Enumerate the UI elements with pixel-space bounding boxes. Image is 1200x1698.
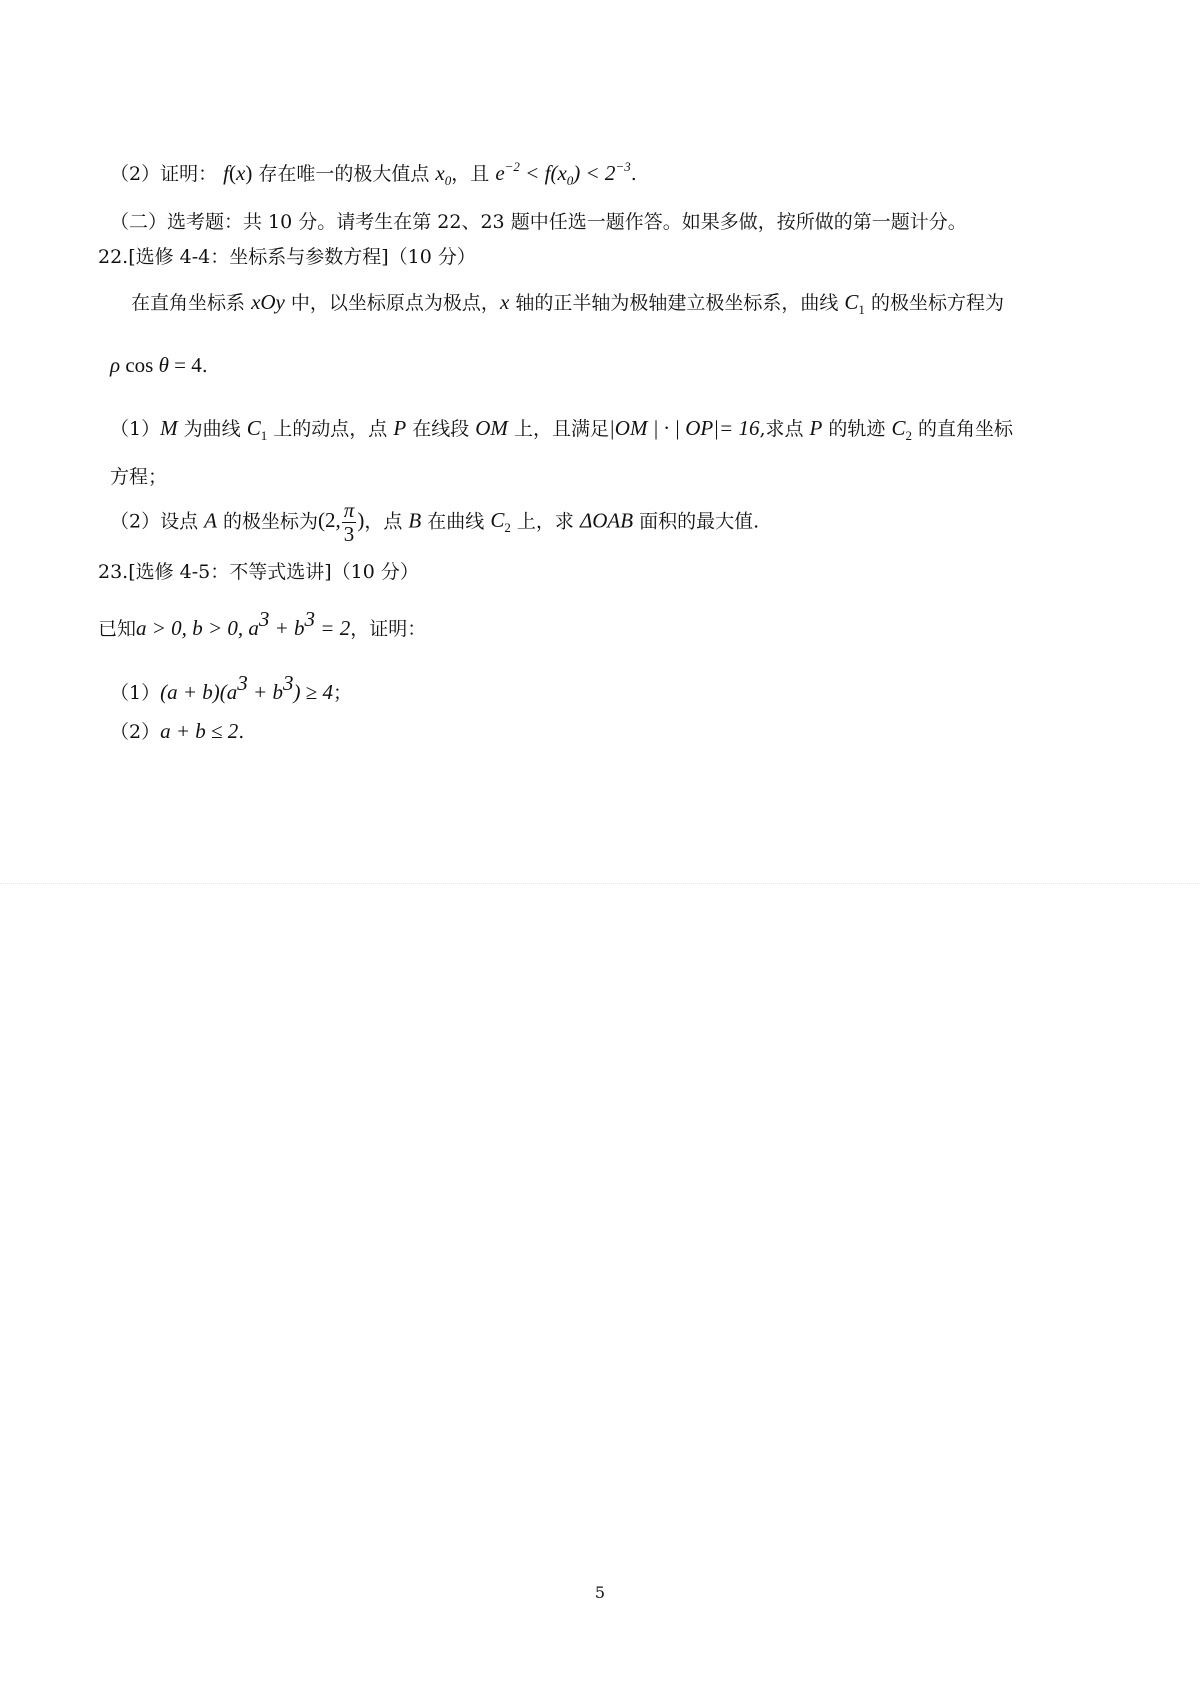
math-part1: $(a + b)(a^3 + b^3) \ge 4$ (160, 671, 333, 704)
q22-part2: （2）设点 A 的极坐标为(2, $\frac{\pi}{3}$ )，点 B 在曲线 $C_2$ 上，求 ΔOAB 面积的最大值. (110, 498, 760, 546)
math-triangle-oab: ΔOAB (579, 508, 634, 533)
q21-part2-text1: 存在唯一的极大值点 (258, 163, 430, 185)
page-number: 5 (594, 1583, 606, 1602)
q21-part2: （2）证明： f(x) 存在唯一的极大值点 $x_0$，且 $e^{-2} < f(x_0) < 2^{-3}$. (110, 159, 637, 188)
math-polar-point: (2, $\frac{\pi}{3}$ ) (318, 498, 365, 546)
math-part2: a + b ≤ 2 (160, 719, 239, 743)
q21-part2-label: （2）证明： (110, 163, 218, 185)
q21-part2-text2: ，且 (451, 163, 490, 185)
q23-part2: （2）a + b ≤ 2. (110, 719, 245, 743)
math-inequality: $e^{-2} < f(x_0) < 2^{-3}$ (495, 159, 631, 188)
math-om-op: |OM | · | OP|= 16 (609, 416, 760, 440)
q23-title: 23.[选修 4-5：不等式选讲]（10 分） (98, 561, 419, 583)
q23-part1: $(1)(a + b)(a^3 + b^3) \ge 4$； (110, 671, 352, 704)
math-c1: $C_1$ (844, 290, 865, 317)
q22-title: 22.[选修 4-4：坐标系与参数方程]（10 分） (98, 246, 476, 268)
q22-part1: （1）M 为曲线 $C_1$ 上的动点，点 P 在线段 OM 上，且满足|OM | · | OP|= 16,求点 P 的轨迹 $C_2$ 的直角坐标 (110, 416, 1014, 443)
section2-heading: （二）选考题：共 10 分。请考生在第 22、23 题中任选一题作答。如果多做，按所做的第一题计分。 (110, 211, 967, 233)
q22-intro: 在直角坐标系 xOy 中，以坐标原点为极点，x 轴的正半轴为极轴建立极坐标系，曲线 $C_1$ 的极坐标方程为 (131, 290, 1004, 317)
math-xoy: xOy (251, 290, 285, 314)
q23-given: 已知a > 0, b > 0, $a^3 + b^3 = 2$，证明： (98, 607, 427, 640)
q22-part1-cont: 方程； (110, 466, 168, 488)
q22-polar-equation: ρ cos θ = 4. (110, 353, 208, 377)
page-divider (0, 883, 1200, 884)
math-given: a > 0, b > 0, $a^3 + b^3 = 2$ (136, 607, 351, 640)
math-x: x (499, 290, 510, 314)
math-fx: f (223, 161, 229, 185)
math-x0: $x_0$ (435, 161, 452, 188)
